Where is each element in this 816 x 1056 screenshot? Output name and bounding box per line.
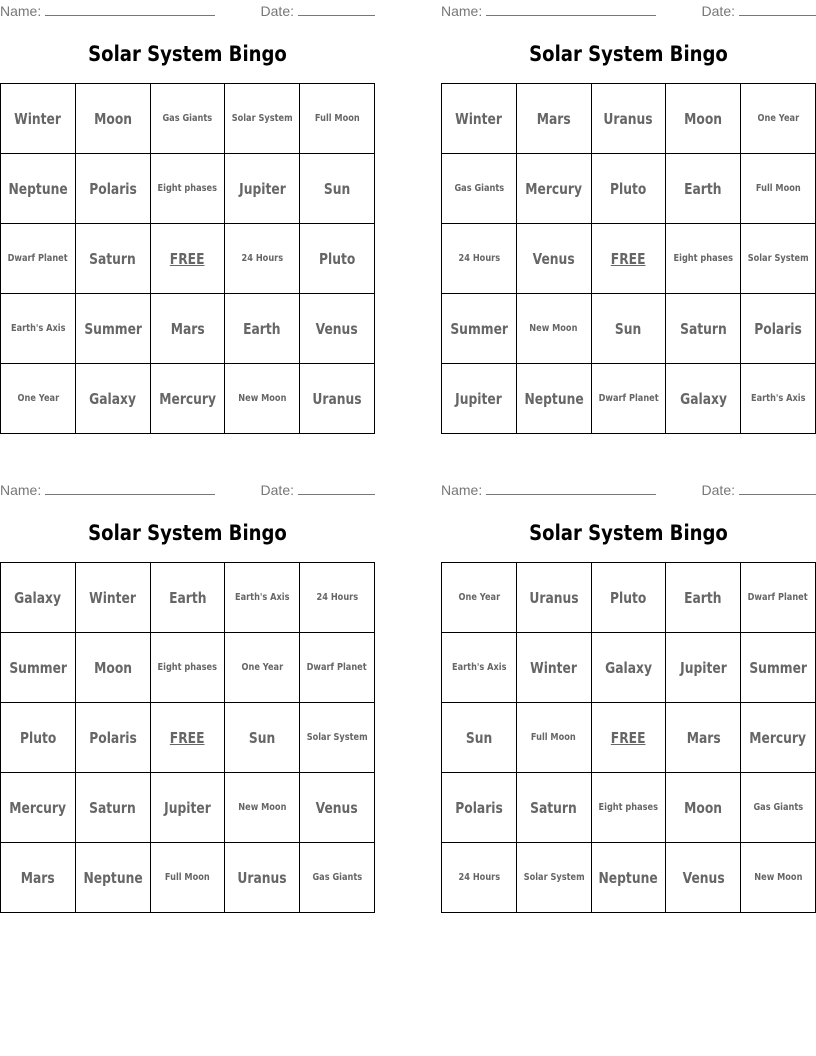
bingo-cell-label: Venus [682, 868, 725, 887]
bingo-free-space[interactable] [151, 224, 226, 294]
bingo-cell[interactable] [741, 633, 816, 703]
date-label: Date: [260, 482, 294, 498]
bingo-cell[interactable] [592, 154, 667, 224]
bingo-cell-label: Solar System [306, 732, 368, 743]
bingo-cell[interactable] [300, 703, 375, 773]
bingo-cell[interactable] [1, 294, 76, 364]
bingo-cell[interactable] [592, 294, 667, 364]
card-title: Solar System Bingo [88, 42, 287, 66]
date-label: Date: [260, 3, 294, 19]
bingo-cell-label: Mars [536, 109, 571, 128]
bingo-card-1 [0, 1, 375, 434]
name-field[interactable] [0, 3, 215, 19]
bingo-cell[interactable] [442, 843, 517, 913]
bingo-grid [0, 562, 375, 913]
bingo-cell-label: Moon [93, 658, 132, 677]
bingo-cell[interactable] [442, 84, 517, 154]
bingo-cell[interactable] [666, 294, 741, 364]
bingo-cell[interactable] [741, 154, 816, 224]
bingo-cell-label: Solar System [231, 113, 293, 124]
bingo-cell-label: Mercury [9, 798, 67, 817]
bingo-cell[interactable] [225, 773, 300, 843]
bingo-cell-label: 24 Hours [458, 253, 500, 264]
bingo-cell-label: Full Moon [314, 113, 360, 124]
bingo-cell[interactable] [300, 154, 375, 224]
bingo-cell-label: Gas Giants [454, 183, 504, 194]
name-field[interactable] [0, 482, 215, 498]
bingo-cell-label: Mercury [159, 389, 216, 408]
bingo-cell-label: Galaxy [14, 588, 62, 607]
bingo-cell-label: Neptune [8, 179, 68, 198]
bingo-cell-label: Eight phases [157, 183, 218, 194]
bingo-cell[interactable] [741, 773, 816, 843]
bingo-card-3 [0, 480, 375, 913]
bingo-cell-label: Mars [20, 868, 55, 887]
bingo-cell-label: New Moon [238, 802, 287, 813]
bingo-grid [441, 83, 816, 434]
bingo-cell-label: Saturn [530, 798, 578, 817]
bingo-cell-label: Moon [684, 798, 723, 817]
bingo-cell[interactable] [76, 224, 151, 294]
bingo-cell-label: Earth [243, 319, 281, 338]
bingo-cell-label: Mars [170, 319, 205, 338]
bingo-cell-label: Moon [684, 109, 723, 128]
name-blank-line[interactable] [45, 3, 215, 16]
bingo-cell[interactable] [225, 703, 300, 773]
bingo-cell[interactable] [666, 633, 741, 703]
bingo-cell[interactable] [1, 773, 76, 843]
bingo-cell[interactable] [76, 843, 151, 913]
name-label: Name: [0, 482, 42, 498]
date-field[interactable] [261, 482, 375, 498]
bingo-cell-label: Sun [615, 319, 642, 338]
bingo-cell-label: FREE [170, 249, 205, 268]
bingo-cell[interactable] [666, 703, 741, 773]
date-field[interactable] [261, 3, 375, 19]
name-field[interactable] [441, 482, 656, 498]
bingo-cell-label: FREE [611, 249, 646, 268]
bingo-cell-label: New Moon [754, 872, 803, 883]
bingo-cell-label: Earth's Axis [451, 662, 507, 673]
bingo-cell-label: Full Moon [165, 872, 210, 883]
bingo-cell[interactable] [442, 224, 517, 294]
bingo-cell[interactable] [592, 364, 667, 434]
bingo-free-space[interactable] [592, 224, 667, 294]
bingo-cell-label: FREE [611, 728, 646, 747]
date-field[interactable] [702, 482, 816, 498]
bingo-cell-label: Mars [686, 728, 721, 747]
bingo-cell[interactable] [741, 703, 816, 773]
bingo-cell-label: New Moon [238, 393, 287, 404]
bingo-cell-label: One Year [458, 592, 500, 603]
bingo-cell[interactable] [442, 294, 517, 364]
bingo-cell[interactable] [225, 154, 300, 224]
name-blank-line[interactable] [486, 482, 656, 495]
bingo-cell[interactable] [1, 364, 76, 434]
bingo-cell-label: Galaxy [679, 389, 727, 408]
bingo-cell[interactable] [151, 154, 226, 224]
bingo-cell[interactable] [592, 84, 667, 154]
bingo-cell-label: Full Moon [531, 732, 577, 743]
bingo-cell[interactable] [592, 633, 667, 703]
bingo-cell[interactable] [76, 84, 151, 154]
bingo-cell-label: Dwarf Planet [7, 253, 68, 264]
bingo-cell[interactable] [76, 773, 151, 843]
bingo-cell-label: FREE [170, 728, 205, 747]
bingo-cell-label: Solar System [523, 872, 585, 883]
bingo-cell-label: Summer [83, 319, 142, 338]
bingo-cell[interactable] [225, 84, 300, 154]
bingo-cell-label: Earth [684, 179, 722, 198]
bingo-cell-label: Moon [93, 109, 132, 128]
date-blank-line[interactable] [298, 3, 375, 16]
bingo-cell[interactable] [151, 633, 226, 703]
bingo-cell-label: Mercury [525, 179, 583, 198]
bingo-cell[interactable] [225, 843, 300, 913]
bingo-cell[interactable] [225, 633, 300, 703]
bingo-cell-label: Uranus [603, 109, 654, 128]
bingo-card-4 [441, 480, 816, 913]
bingo-cell-label: Earth [168, 588, 207, 607]
bingo-cell-label: Summer [9, 658, 67, 677]
bingo-cell-label: Jupiter [238, 179, 286, 198]
bingo-cell[interactable] [666, 154, 741, 224]
bingo-cell-label: 24 Hours [316, 592, 358, 603]
bingo-cell[interactable] [76, 563, 151, 633]
date-blank-line[interactable] [739, 482, 816, 495]
bingo-cell[interactable] [592, 773, 667, 843]
bingo-cell-label: Polaris [88, 179, 137, 198]
bingo-cell-label: Jupiter [455, 389, 503, 408]
date-field[interactable] [702, 3, 816, 19]
bingo-cell[interactable] [442, 773, 517, 843]
card-title: Solar System Bingo [88, 521, 287, 545]
bingo-cell[interactable] [666, 843, 741, 913]
bingo-cell-label: Pluto [19, 728, 57, 747]
bingo-cell[interactable] [300, 364, 375, 434]
bingo-cell[interactable] [741, 294, 816, 364]
bingo-cell-label: Dwarf Planet [748, 592, 809, 603]
name-field[interactable] [441, 3, 656, 19]
date-label: Date: [701, 3, 735, 19]
bingo-cell-label: Full Moon [755, 183, 801, 194]
bingo-cell-label: Winter [14, 109, 62, 128]
bingo-cell-label: Venus [532, 249, 575, 268]
bingo-cell-label: Neptune [524, 389, 584, 408]
bingo-grid [441, 562, 816, 913]
bingo-cell[interactable] [151, 84, 226, 154]
bingo-cell[interactable] [517, 563, 592, 633]
bingo-cell[interactable] [666, 364, 741, 434]
bingo-cell-label: Eight phases [157, 662, 218, 673]
bingo-cell-label: Saturn [89, 249, 137, 268]
bingo-cell[interactable] [741, 84, 816, 154]
bingo-cell[interactable] [517, 633, 592, 703]
bingo-cell[interactable] [1, 633, 76, 703]
bingo-cell-label: Venus [316, 798, 359, 817]
bingo-free-space[interactable] [592, 703, 667, 773]
bingo-cell-label: Galaxy [89, 389, 137, 408]
date-blank-line[interactable] [739, 3, 816, 16]
card-title: Solar System Bingo [529, 42, 728, 66]
bingo-cell-label: Mercury [749, 728, 807, 747]
bingo-cell[interactable] [225, 224, 300, 294]
card-header [0, 480, 375, 502]
bingo-cell[interactable] [300, 773, 375, 843]
bingo-cell-label: Uranus [312, 389, 362, 408]
bingo-cell[interactable] [225, 294, 300, 364]
bingo-cell-label: Dwarf Planet [598, 393, 659, 404]
bingo-cell[interactable] [225, 563, 300, 633]
bingo-cell-label: Pluto [610, 179, 647, 198]
name-label: Name: [441, 3, 483, 19]
bingo-cell-label: Venus [316, 319, 359, 338]
bingo-cell[interactable] [300, 633, 375, 703]
bingo-cell[interactable] [151, 294, 226, 364]
bingo-cell[interactable] [741, 843, 816, 913]
bingo-cell-label: Sun [465, 728, 493, 747]
name-blank-line[interactable] [45, 482, 215, 495]
bingo-cell[interactable] [517, 154, 592, 224]
bingo-cell[interactable] [666, 84, 741, 154]
bingo-cell[interactable] [1, 703, 76, 773]
bingo-cell-label: Eight phases [598, 802, 659, 813]
bingo-cell[interactable] [76, 364, 151, 434]
bingo-cell-label: Galaxy [605, 658, 652, 677]
name-blank-line[interactable] [486, 3, 656, 16]
card-header [441, 480, 816, 502]
bingo-cell-label: Pluto [318, 249, 356, 268]
bingo-cell[interactable] [1, 84, 76, 154]
bingo-cell[interactable] [666, 224, 741, 294]
bingo-cell-label: Saturn [679, 319, 727, 338]
bingo-cell[interactable] [300, 84, 375, 154]
bingo-cell[interactable] [442, 364, 517, 434]
bingo-cell[interactable] [592, 563, 667, 633]
bingo-cell-label: Polaris [754, 319, 802, 338]
bingo-cell-label: Winter [89, 588, 137, 607]
bingo-cell[interactable] [442, 563, 517, 633]
bingo-cell-label: Solar System [747, 253, 809, 264]
bingo-cell[interactable] [300, 843, 375, 913]
bingo-cell[interactable] [76, 703, 151, 773]
bingo-cell[interactable] [76, 633, 151, 703]
bingo-cell-label: Polaris [88, 728, 137, 747]
bingo-cell-label: Polaris [455, 798, 503, 817]
bingo-cell[interactable] [517, 773, 592, 843]
bingo-cell[interactable] [76, 154, 151, 224]
bingo-cell[interactable] [517, 294, 592, 364]
bingo-cell[interactable] [151, 843, 226, 913]
bingo-cell[interactable] [151, 364, 226, 434]
date-label: Date: [701, 482, 735, 498]
bingo-cell[interactable] [300, 224, 375, 294]
bingo-cell-label: Summer [450, 319, 508, 338]
bingo-cell[interactable] [517, 703, 592, 773]
bingo-cell-label: Dwarf Planet [307, 662, 368, 673]
bingo-cell[interactable] [442, 703, 517, 773]
bingo-cell[interactable] [442, 633, 517, 703]
bingo-cell[interactable] [151, 563, 226, 633]
bingo-cell-label: Jupiter [679, 658, 727, 677]
bingo-cell[interactable] [666, 773, 741, 843]
bingo-cell-label: Winter [455, 109, 503, 128]
bingo-cell[interactable] [1, 154, 76, 224]
bingo-cell-label: Neptune [598, 868, 659, 887]
bingo-cell-label: 24 Hours [241, 253, 284, 264]
bingo-cell-label: Uranus [529, 588, 579, 607]
bingo-cell[interactable] [666, 563, 741, 633]
bingo-cell-label: Pluto [610, 588, 647, 607]
bingo-cell[interactable] [1, 843, 76, 913]
bingo-cell-label: Neptune [83, 868, 143, 887]
bingo-cell[interactable] [517, 364, 592, 434]
bingo-cell[interactable] [592, 843, 667, 913]
bingo-cell-label: Gas Giants [162, 113, 213, 124]
bingo-cell-label: Sun [323, 179, 351, 198]
bingo-cell-label: 24 Hours [458, 872, 500, 883]
bingo-cell-label: Uranus [237, 868, 287, 887]
card-title: Solar System Bingo [529, 521, 728, 545]
bingo-cell[interactable] [442, 154, 517, 224]
bingo-cell[interactable] [741, 364, 816, 434]
bingo-cell-label: Eight phases [673, 253, 734, 264]
bingo-cell-label: Winter [530, 658, 578, 677]
bingo-free-space[interactable] [151, 703, 226, 773]
card-header [441, 1, 816, 23]
bingo-cell-label: Earth's Axis [750, 393, 806, 404]
name-label: Name: [441, 482, 483, 498]
bingo-cell[interactable] [151, 773, 226, 843]
bingo-cell-label: Gas Giants [312, 872, 362, 883]
bingo-grid [0, 83, 375, 434]
bingo-cell-label: One Year [241, 662, 284, 673]
bingo-cell-label: Earth's Axis [235, 592, 290, 603]
bingo-cell-label: Sun [249, 728, 276, 747]
bingo-cell-label: Summer [749, 658, 807, 677]
date-blank-line[interactable] [298, 482, 375, 495]
bingo-cell[interactable] [517, 84, 592, 154]
bingo-cell[interactable] [741, 224, 816, 294]
bingo-cell[interactable] [1, 224, 76, 294]
bingo-cell[interactable] [1, 563, 76, 633]
bingo-cell-label: One Year [757, 113, 799, 124]
bingo-cell[interactable] [300, 563, 375, 633]
bingo-cell-label: Earth's Axis [10, 323, 66, 334]
bingo-cell[interactable] [517, 224, 592, 294]
bingo-cell[interactable] [517, 843, 592, 913]
bingo-cell-label: New Moon [529, 323, 578, 334]
bingo-cell-label: Gas Giants [753, 802, 803, 813]
bingo-card-2 [441, 1, 816, 434]
card-header [0, 1, 375, 23]
bingo-cell[interactable] [741, 563, 816, 633]
bingo-cell[interactable] [76, 294, 151, 364]
name-label: Name: [0, 3, 42, 19]
bingo-cell-label: Earth [684, 588, 722, 607]
bingo-cell[interactable] [300, 294, 375, 364]
bingo-cell[interactable] [225, 364, 300, 434]
bingo-cell-label: Jupiter [164, 798, 211, 817]
bingo-cell-label: One Year [17, 393, 59, 404]
bingo-cell-label: Saturn [89, 798, 137, 817]
